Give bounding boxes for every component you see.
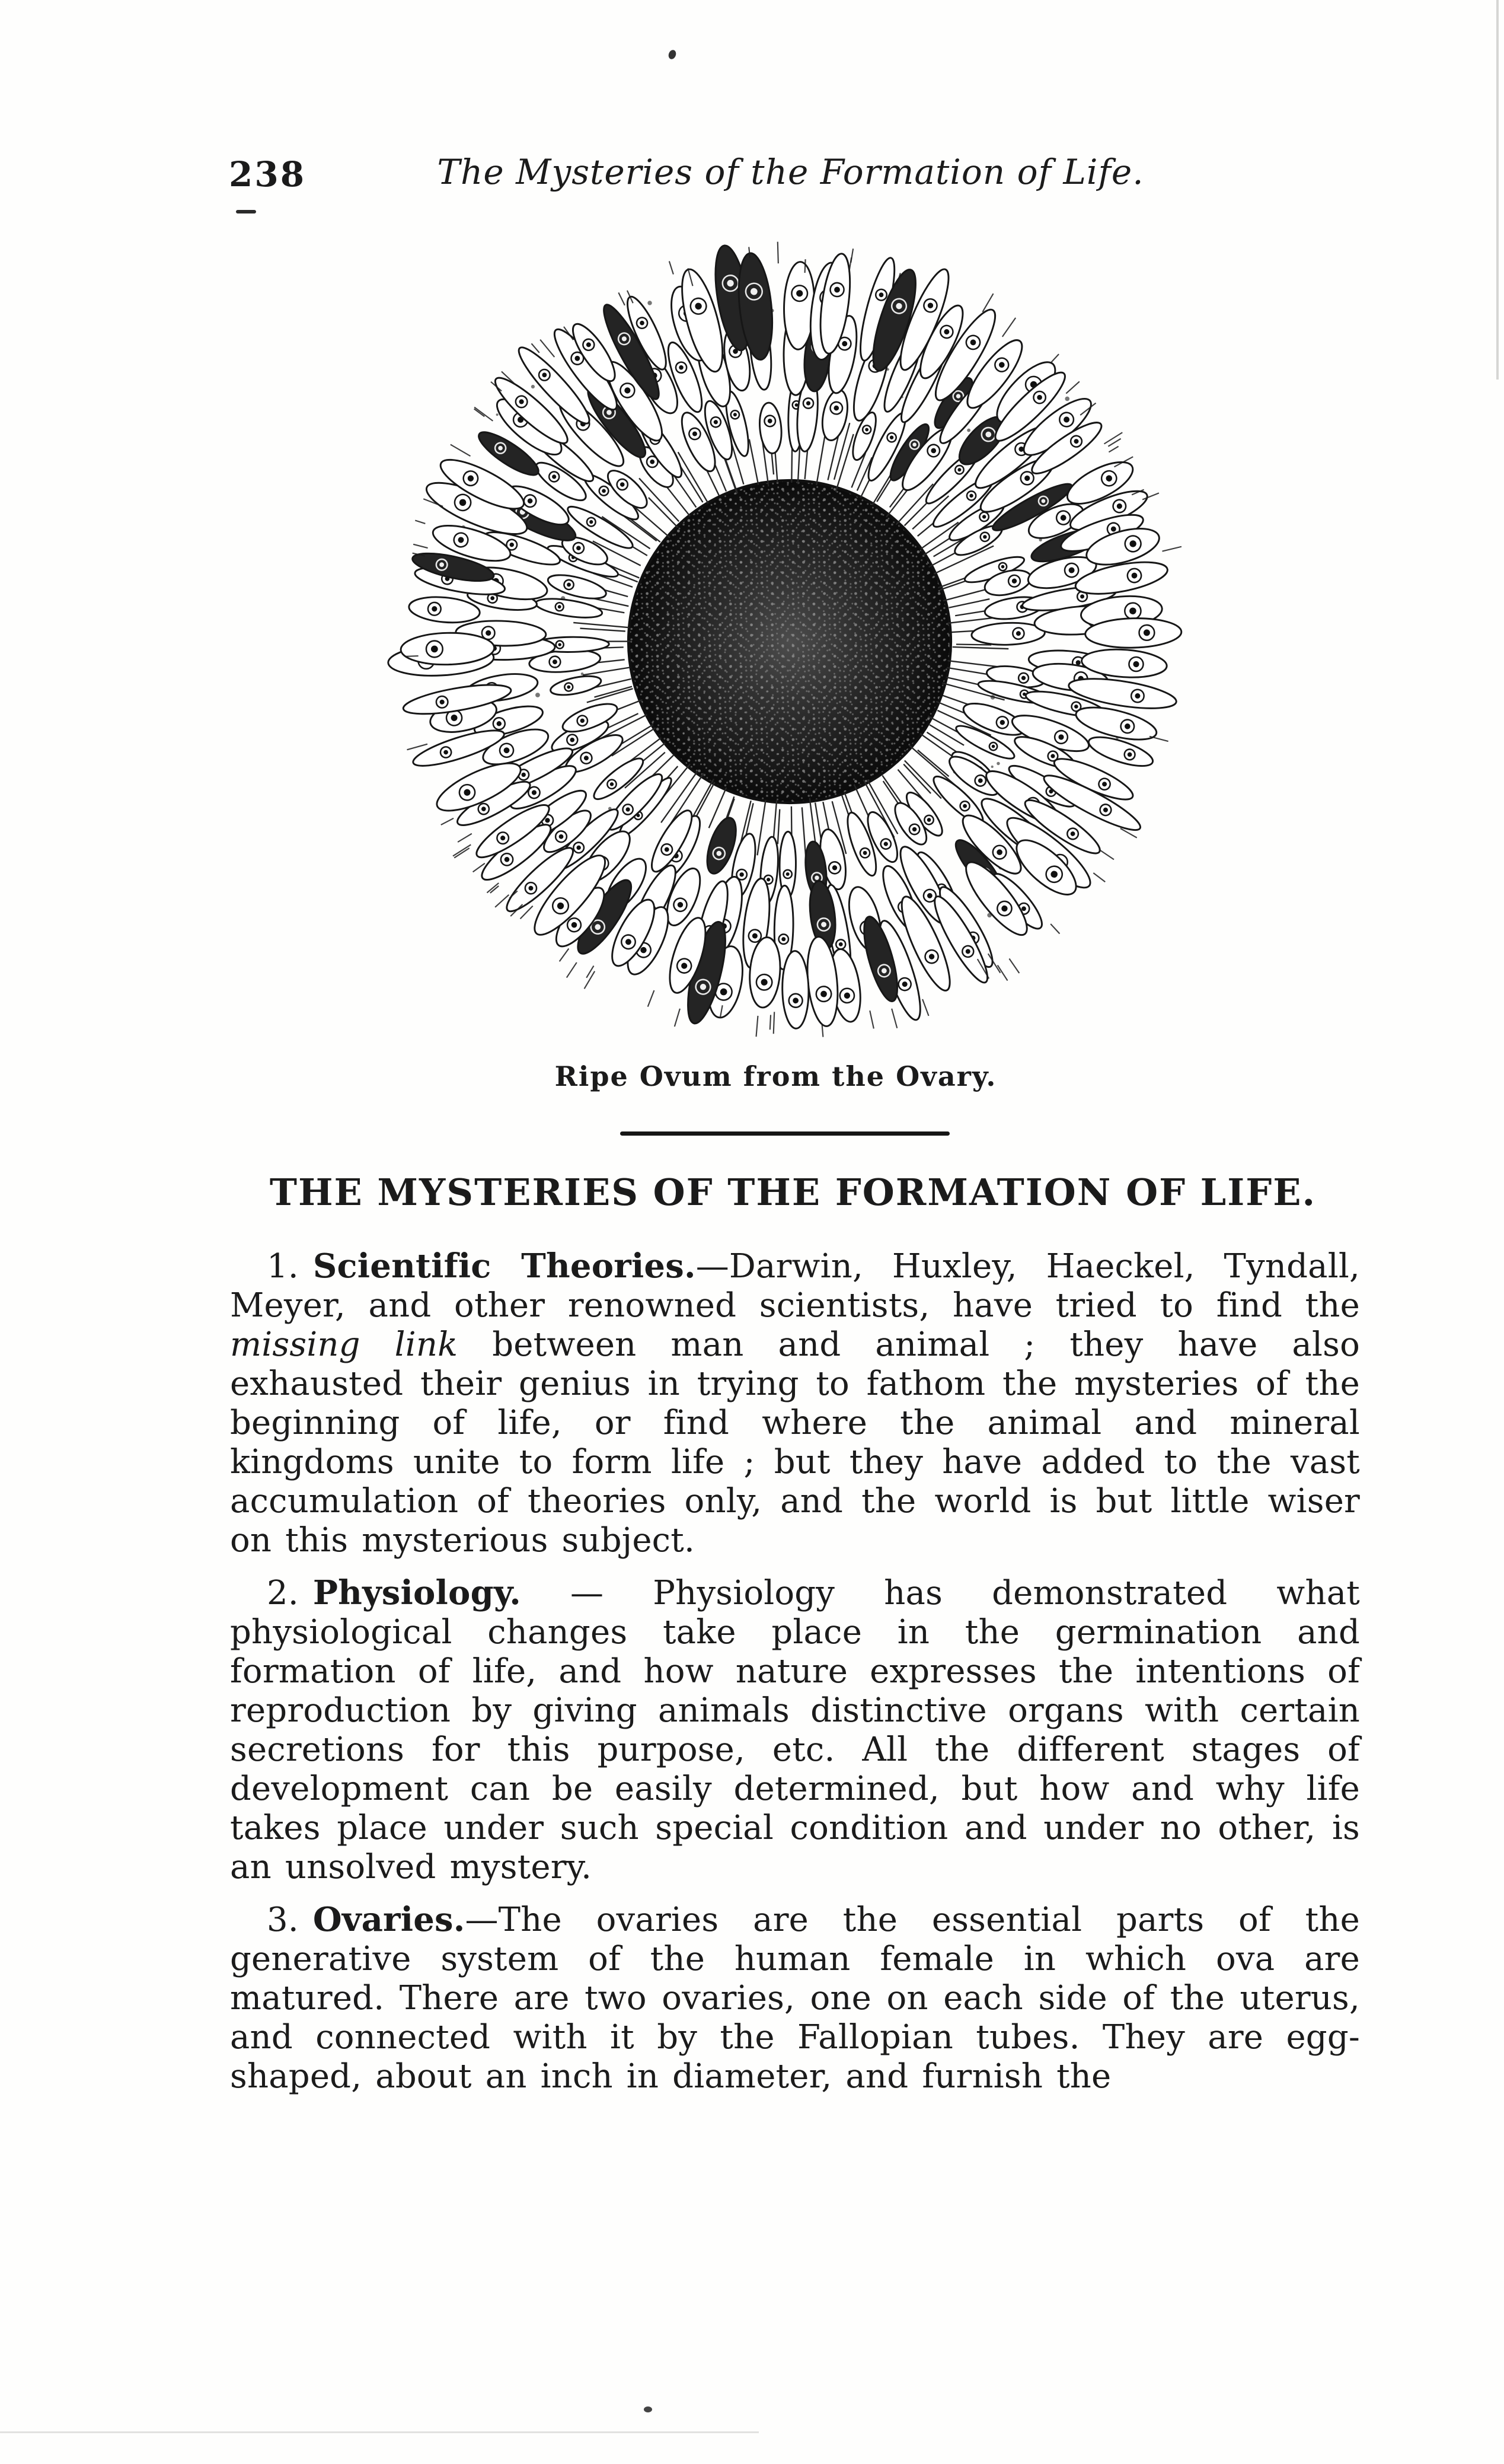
paragraph-text: between man and animal ; they have also exhausted their genius in trying to fathom the mysteries of the beginning of life, or find where the animal and mineral kingdoms unite to form life ; but they have added to the vast accumulation of theories only, and the world is but little wiser on this mysterious subject. [230,1325,1360,1560]
scan-artifact-edge-line [1496,0,1499,380]
page-number: 238 [229,154,306,195]
ripe-ovum-illustration [384,236,1195,1047]
paragraph-lead: Scientific Theories. [312,1247,696,1286]
scan-artifact-dash [236,210,256,213]
paragraph-lead: Ovaries. [312,1900,465,1939]
paragraph-number: 2. [267,1574,299,1612]
paragraph-text: —The ovaries are the essential parts of the generative system of the human female in which ova are matured. There are two ovaries, one on each side of the uterus, and connected with it by the Fallopian tubes. They are egg-shaped, about an inch in diameter, and furnish the [230,1901,1360,2096]
figure-caption: Ripe Ovum from the Ovary. [554,1060,997,1092]
paragraph-text: — Physiology has demonstrated what physiological changes take place in the germination and formation of life, and how nature expresses the intentions of reproduction by giving animals distinctive organs with certain secretions for this purpose, etc. All the different stages of development can be easily determined, but how and why life takes place under such special condition and under no other, is an unsolved mystery. [230,1574,1360,1886]
scan-artifact-speck [644,2406,652,2412]
body-text [230,1247,1360,2109]
paragraph-number: 1. [267,1247,299,1286]
scan-artifact-speck [668,49,678,60]
chapter-heading: THE MYSTERIES OF THE FORMATION OF LIFE. [269,1171,1317,1214]
paragraph-number: 3. [267,1901,299,1939]
paragraph-lead: Physiology. [312,1573,521,1612]
paragraph-ovaries [230,1900,1360,2096]
paragraph-physiology [230,1573,1360,1887]
paragraph-italic-text: missing link [230,1325,458,1364]
scan-artifact-edge-line [0,2431,759,2433]
paragraph-text: —Darwin, Huxley, Haeckel, Tyndall, Meyer, and other renowned scientists, have tried to find the [230,1247,1360,1325]
paragraph-scientific-theories [230,1247,1360,1560]
running-header: The Mysteries of the Formation of Life. [437,152,1144,192]
section-divider [620,1131,950,1136]
